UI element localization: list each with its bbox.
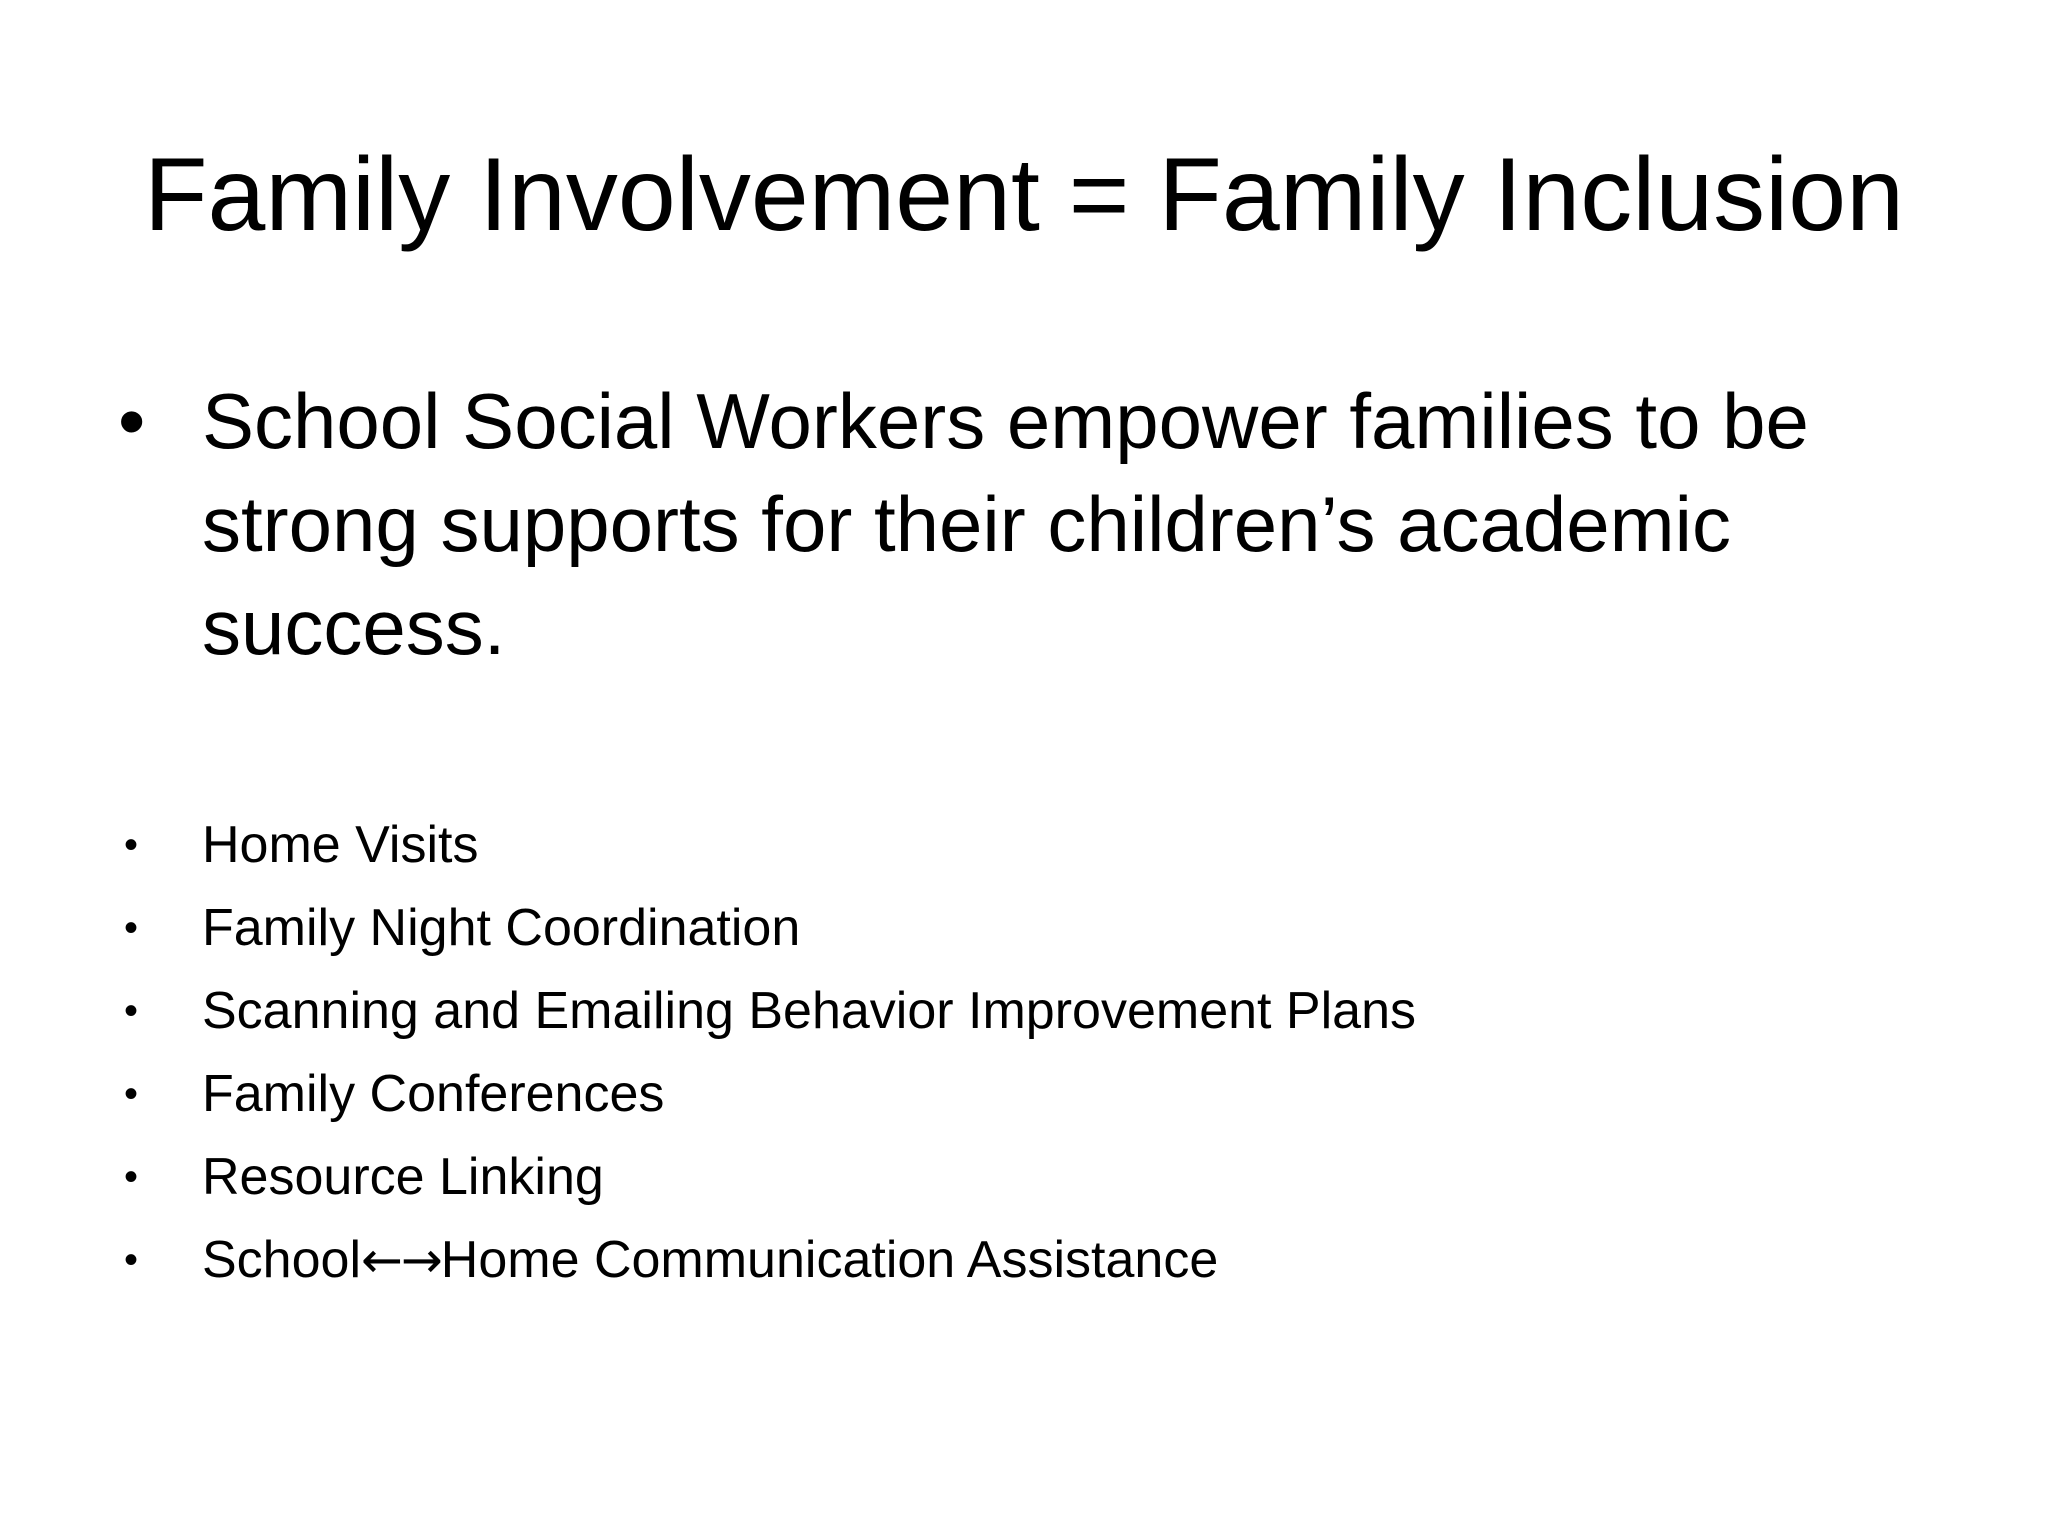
bullet-icon: • [124, 989, 139, 1033]
list-item [124, 1136, 1924, 1219]
bullet-icon: • [118, 377, 146, 465]
list-item-label: Resource Linking [202, 1148, 604, 1206]
list-item-label: Scanning and Emailing Behavior Improvement Plans [202, 982, 1417, 1040]
bullet-icon: • [124, 1238, 139, 1282]
list-item [124, 1053, 1924, 1136]
main-bullet-point [118, 370, 1938, 679]
list-item-label: Family Night Coordination [202, 899, 801, 957]
double-arrow-icon: ←→ [361, 1231, 441, 1289]
services-list [124, 804, 1924, 1302]
list-item-label: Family Conferences [202, 1065, 665, 1123]
main-point-text: School Social Workers empower families to be strong supports for their children’s academic success. [202, 377, 1809, 671]
list-item [124, 804, 1924, 887]
slide-title: Family Involvement = Family Inclusion [144, 137, 1904, 253]
list-item [124, 970, 1924, 1053]
list-item-label: Home Visits [202, 816, 479, 874]
list-item [124, 1219, 1924, 1302]
bullet-icon: • [124, 1072, 139, 1116]
bullet-icon: • [124, 823, 139, 867]
bullet-icon: • [124, 906, 139, 950]
list-item [124, 887, 1924, 970]
list-item-label-home-communication: Home Communication Assistance [440, 1231, 1219, 1289]
bullet-icon: • [124, 1155, 139, 1199]
list-item-label-school: School [202, 1231, 361, 1289]
